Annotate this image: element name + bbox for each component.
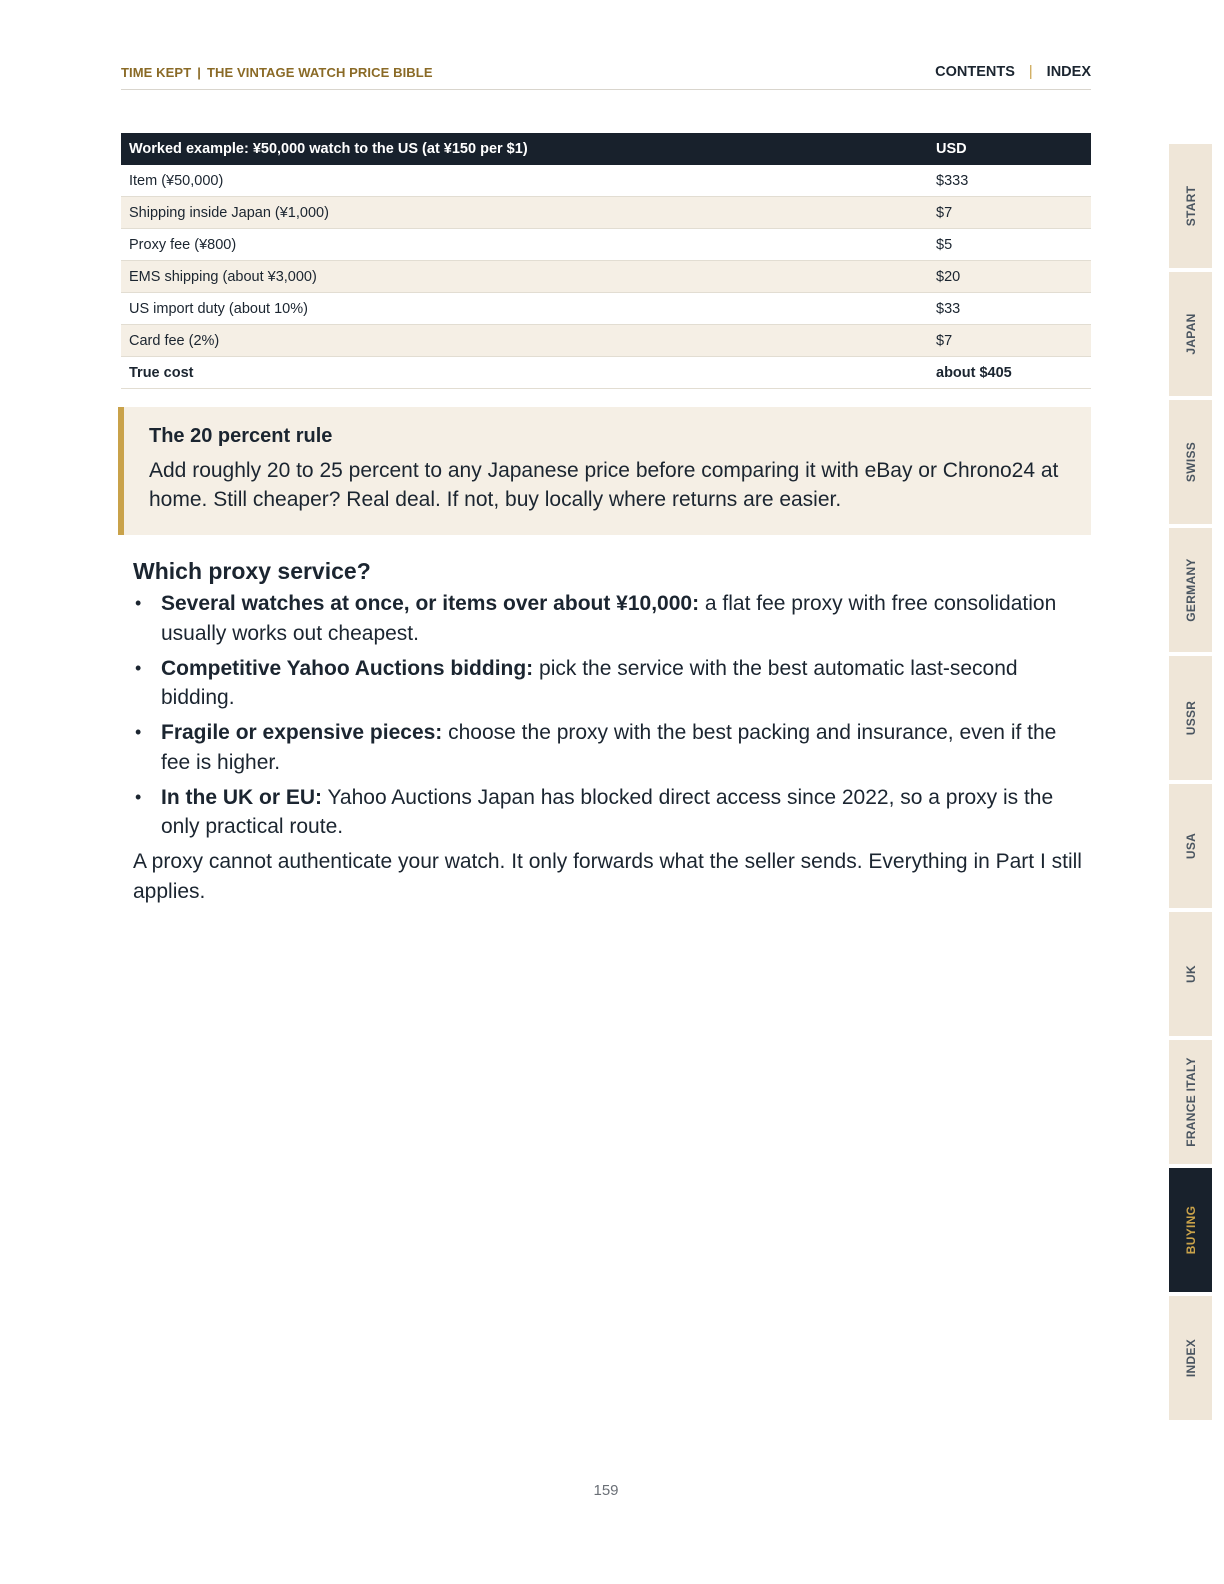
book-title: THE VINTAGE WATCH PRICE BIBLE	[207, 65, 433, 80]
closing-note: A proxy cannot authenticate your watch. It only forwards what the seller sends. Everything in Part I still applies.	[133, 850, 1082, 903]
row-label: Shipping inside Japan (¥1,000)	[121, 197, 928, 229]
table-row	[121, 197, 1091, 229]
tab-label: FRANCE ITALY	[1183, 1057, 1198, 1147]
tab-uk[interactable]	[1169, 912, 1212, 1036]
table-row	[121, 229, 1091, 261]
row-value: $333	[928, 165, 1091, 197]
bullet: •	[135, 786, 142, 807]
item-text: pick the service with the best automatic last-second bidding.	[161, 656, 1018, 709]
tab-label: START	[1183, 185, 1198, 227]
tab-label: USSR	[1183, 700, 1198, 736]
tab-label: JAPAN	[1183, 313, 1198, 355]
item-lead: In the UK or EU:	[161, 785, 322, 809]
row-value: $20	[928, 261, 1091, 293]
list-item	[133, 589, 1083, 648]
tip-callout	[118, 407, 1091, 535]
item-lead: Several watches at once, or items over about ¥10,000:	[161, 592, 700, 615]
column-header-usd: USD	[928, 133, 1091, 165]
row-label: True cost	[121, 357, 928, 389]
tab-label: GERMANY	[1183, 558, 1198, 622]
brand-separator: |	[197, 65, 201, 80]
tab-swiss[interactable]	[1169, 400, 1212, 524]
row-label: EMS shipping (about ¥3,000)	[121, 261, 928, 293]
tab-japan[interactable]	[1169, 272, 1212, 396]
table-row	[121, 261, 1091, 293]
callout-title: The 20 percent rule	[149, 425, 333, 447]
row-value: about $405	[928, 357, 1091, 389]
bullet: •	[135, 722, 142, 742]
tab-label: BUYING	[1183, 1205, 1198, 1255]
nav-separator: |	[1028, 64, 1033, 80]
tab-label: USA	[1183, 832, 1198, 860]
column-header-example: Worked example: ¥50,000 watch to the US (at ¥150 per $1)	[121, 133, 928, 165]
header-nav	[935, 64, 1091, 80]
tab-label: SWISS	[1183, 441, 1198, 483]
tab-france-italy[interactable]	[1169, 1040, 1212, 1164]
table-row	[121, 325, 1091, 357]
item-text: a flat fee proxy with free consolidation usually works out cheapest.	[161, 592, 1057, 645]
item-lead: Fragile or expensive pieces:	[161, 721, 443, 744]
list-item	[133, 783, 1083, 842]
tab-label: UK	[1183, 965, 1198, 983]
contents-link[interactable]: CONTENTS	[935, 64, 1015, 80]
proxy-list	[133, 589, 1083, 842]
brand-name: TIME KEPT	[121, 65, 192, 80]
chapter-tabs	[1169, 144, 1212, 1424]
list-item	[133, 718, 1083, 777]
row-label: Proxy fee (¥800)	[121, 229, 928, 261]
table-header-row	[121, 133, 1091, 165]
row-value: $5	[928, 229, 1091, 261]
index-link[interactable]: INDEX	[1046, 64, 1091, 80]
tab-ussr[interactable]	[1169, 656, 1212, 780]
list-item	[133, 654, 1083, 713]
bullet: •	[135, 657, 142, 678]
row-value: $33	[928, 293, 1091, 325]
worked-example-table	[121, 133, 1091, 389]
page-number: 159	[593, 1482, 619, 1499]
item-lead: Competitive Yahoo Auctions bidding:	[161, 656, 534, 680]
section-heading: Which proxy service?	[133, 558, 371, 584]
row-label: Card fee (2%)	[121, 325, 928, 357]
tab-usa[interactable]	[1169, 784, 1212, 908]
table-row	[121, 293, 1091, 325]
tab-start[interactable]	[1169, 144, 1212, 268]
row-value: $7	[928, 325, 1091, 357]
tab-label: INDEX	[1183, 1338, 1198, 1378]
table-row	[121, 165, 1091, 197]
row-label: US import duty (about 10%)	[121, 293, 928, 325]
item-text: choose the proxy with the best packing and insurance, even if the fee is higher.	[161, 721, 1057, 774]
tab-germany[interactable]	[1169, 528, 1212, 652]
running-header	[121, 62, 1091, 90]
total-row	[121, 357, 1091, 389]
item-text: Yahoo Auctions Japan has blocked direct access since 2022, so a proxy is the only practical route.	[161, 785, 1054, 838]
tab-index[interactable]	[1169, 1296, 1212, 1420]
book-brand	[121, 65, 433, 80]
proxy-section	[133, 558, 1083, 906]
callout-body: Add roughly 20 to 25 percent to any Japanese price before comparing it with eBay or Chrono24 at home. Still cheaper? Real deal. If not, buy locally where returns are easier.	[149, 459, 1059, 511]
row-label: Item (¥50,000)	[121, 165, 928, 197]
bullet: •	[135, 593, 142, 613]
tab-buying[interactable]	[1169, 1168, 1212, 1292]
row-value: $7	[928, 197, 1091, 229]
